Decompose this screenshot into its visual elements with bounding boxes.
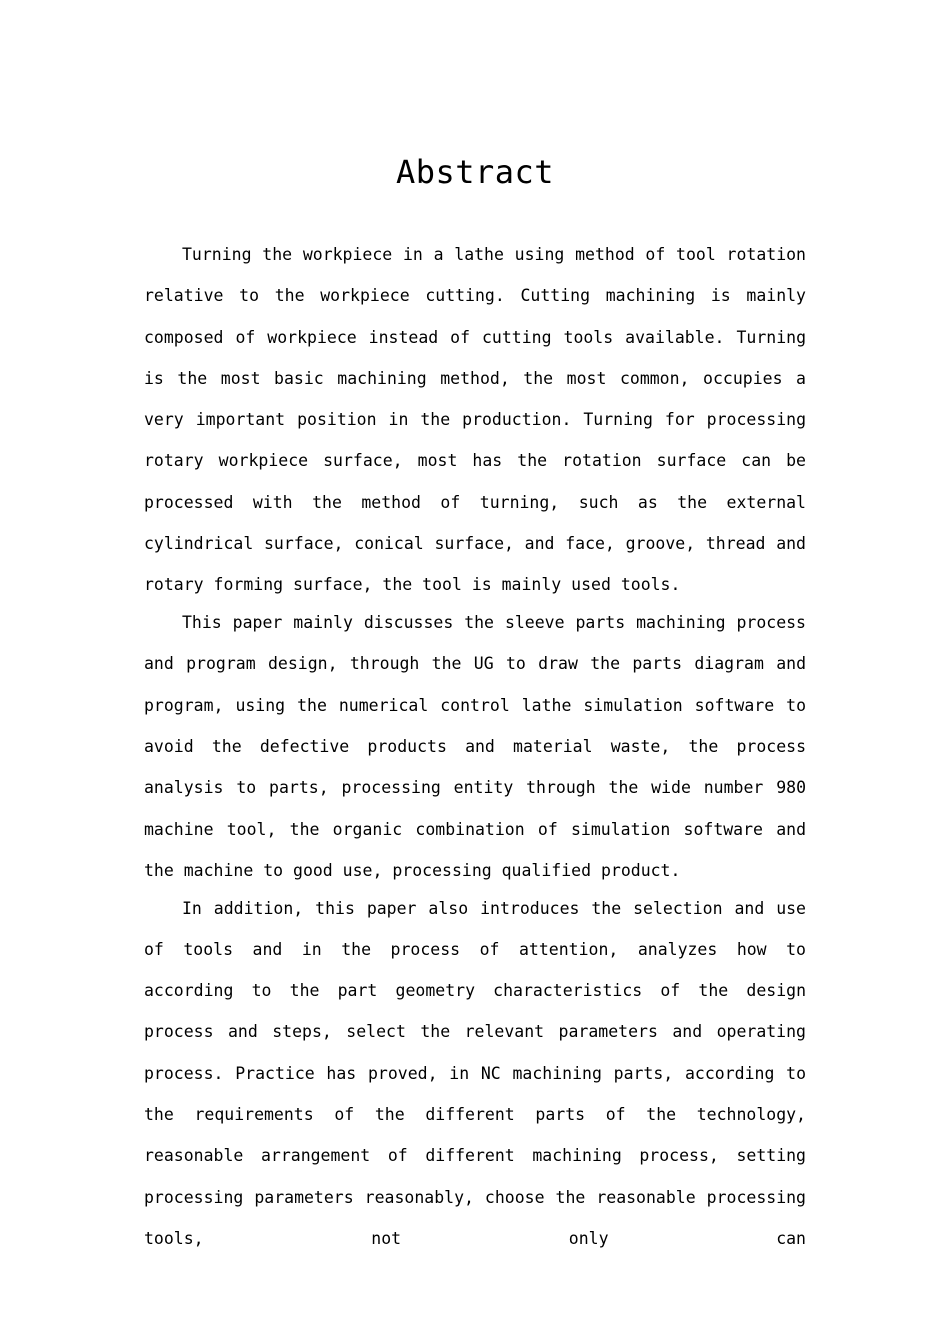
abstract-paragraph-2: This paper mainly discusses the sleeve parts machining process and program design, through the UG to draw the parts diagram and program, using the numerical control lathe simulation software to avoid the defective products and material waste, the process analysis to parts, processing entity through the wide number 980 machine tool, the organic combination of simulation software and the machine to good use, processing qualified product. xyxy=(144,613,806,880)
abstract-paragraph-3: In addition, this paper also introduces the selection and use of tools and in the process of attention, analyzes how to according to the part geometry characteristics of the design process and steps, select the relevant parameters and operating process. Practice has proved, in NC machining parts, according to the requirements of the different parts of the technology, reasonable arrangement of different machining process, setting processing parameters reasonably, choose the reasonable processing tools, not only can xyxy=(144,898,806,1248)
abstract-body xyxy=(144,234,806,1259)
abstract-paragraph-1: Turning the workpiece in a lathe using method of tool rotation relative to the workpiece cutting. Cutting machining is mainly composed of workpiece instead of cutting tools available. Turning is the most basic machining method, the most common, occupies a very important position in the production. Turning for processing rotary workpiece surface, most has the rotation surface can be processed with the method of turning, such as the external cylindrical surface, conical surface, and face, groove, thread and rotary forming surface, the tool is mainly used tools. xyxy=(144,245,806,595)
abstract-title: Abstract xyxy=(395,153,555,191)
